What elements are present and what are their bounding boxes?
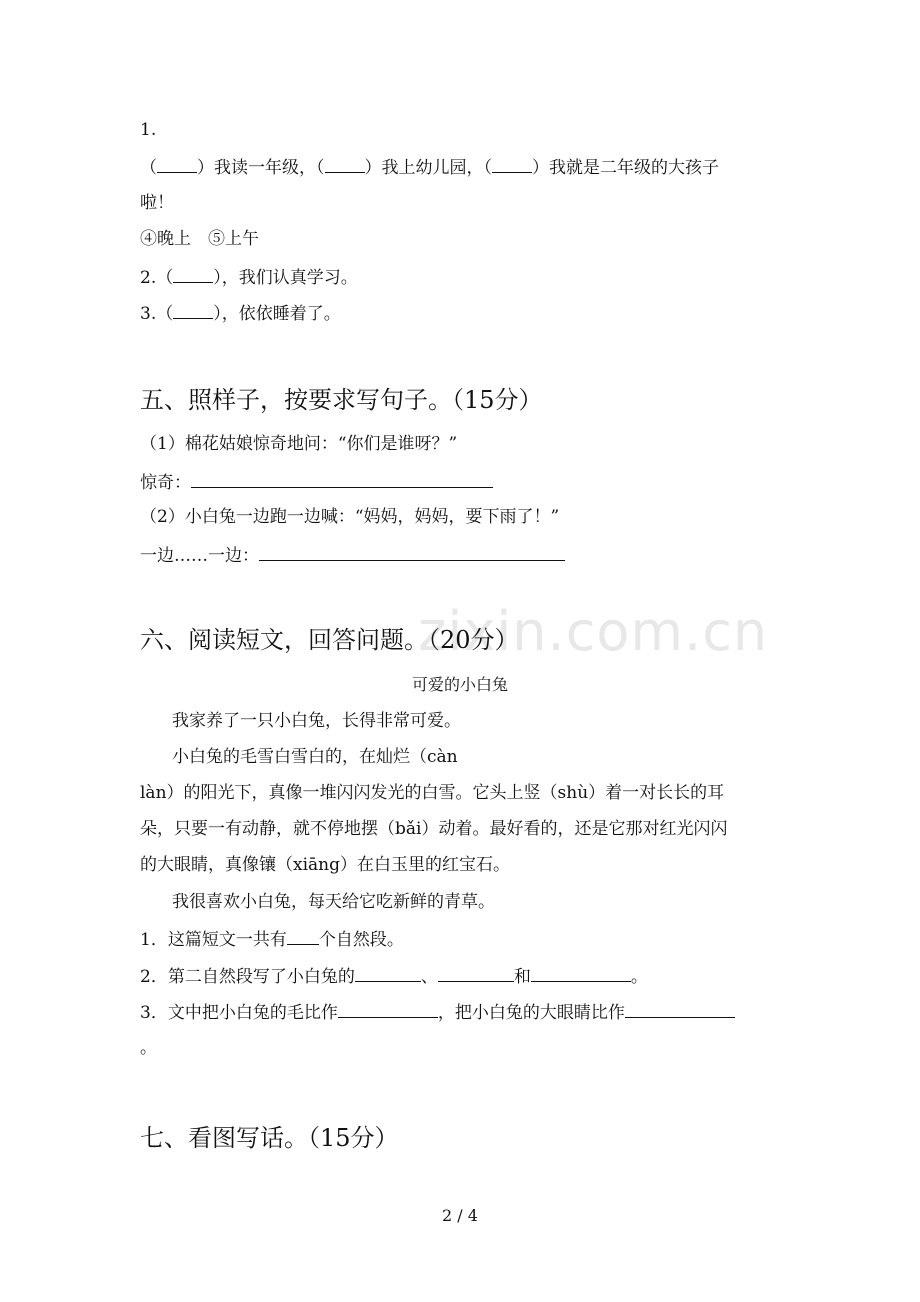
s5-line1: （1）棉花姑娘惊奇地问：“你们是谁呀？” bbox=[140, 434, 458, 454]
blank[interactable] bbox=[338, 999, 438, 1018]
blank[interactable] bbox=[492, 154, 532, 173]
s5-line4: 一边……一边： bbox=[140, 542, 565, 568]
blank[interactable] bbox=[157, 154, 197, 173]
q4-options: ④晚上 ⑤上午 bbox=[140, 229, 259, 249]
blank[interactable] bbox=[173, 264, 213, 283]
s5-line2: 惊奇： bbox=[140, 469, 493, 495]
page-number: 2 / 4 bbox=[442, 1206, 478, 1225]
blank[interactable] bbox=[531, 963, 631, 982]
blank[interactable] bbox=[355, 963, 421, 982]
q4-item2: 2.（ ），我们认真学习。 bbox=[140, 264, 358, 290]
q4-line2: 啦！ bbox=[140, 193, 174, 213]
passage-para2-line4: 的大眼睛，真像镶（xiāng）在白玉里的红宝石。 bbox=[140, 855, 510, 875]
passage-para2-line2: làn）的阳光下，真像一堆闪闪发光的白雪。它头上竖（shù）着一对长长的耳 bbox=[140, 783, 725, 803]
section7-heading: 七、看图写话。（15分） bbox=[140, 1124, 399, 1152]
answer-line[interactable] bbox=[259, 542, 565, 561]
s6-question3-end: 。 bbox=[140, 1038, 157, 1058]
blank[interactable] bbox=[173, 300, 213, 319]
s6-question2: 2．第二自然段写了小白兔的 、 和 。 bbox=[140, 963, 648, 989]
blank[interactable] bbox=[625, 999, 735, 1018]
passage-para2-line3: 朵，只要一有动静，就不停地摆（bǎi）动着。最好看的，还是它那对红光闪闪 bbox=[140, 819, 728, 839]
passage-para3: 我很喜欢小白兔，每天给它吃新鲜的青草。 bbox=[172, 892, 495, 912]
passage-title: 可爱的小白兔 bbox=[411, 675, 508, 694]
blank[interactable] bbox=[325, 154, 365, 173]
section5-heading: 五、照样子，按要求写句子。（15分） bbox=[140, 386, 543, 414]
q4-number: 1. bbox=[140, 120, 157, 140]
section6-heading: 六、阅读短文，回答问题。（20分） bbox=[140, 626, 519, 654]
passage-para1: 我家养了一只小白兔，长得非常可爱。 bbox=[172, 711, 461, 731]
passage-para2-line1: 小白兔的毛雪白雪白的，在灿烂（càn bbox=[172, 747, 458, 767]
s6-question3: 3．文中把小白兔的毛比作 ，把小白兔的大眼睛比作 bbox=[140, 999, 735, 1025]
s5-line3: （2）小白兔一边跑一边喊：“妈妈，妈妈，要下雨了！” bbox=[140, 507, 560, 527]
watermark: zixin.com.cn bbox=[418, 600, 769, 663]
q4-line1: （ ）我读一年级，（ ）我上幼儿园，（ ）我就是二年级的大孩子 bbox=[140, 154, 719, 180]
blank[interactable] bbox=[438, 963, 514, 982]
answer-line[interactable] bbox=[191, 469, 493, 488]
q4-item3: 3.（ ），依依睡着了。 bbox=[140, 300, 341, 326]
blank[interactable] bbox=[287, 926, 319, 945]
s6-question1: 1．这篇短文一共有 个自然段。 bbox=[140, 926, 404, 952]
